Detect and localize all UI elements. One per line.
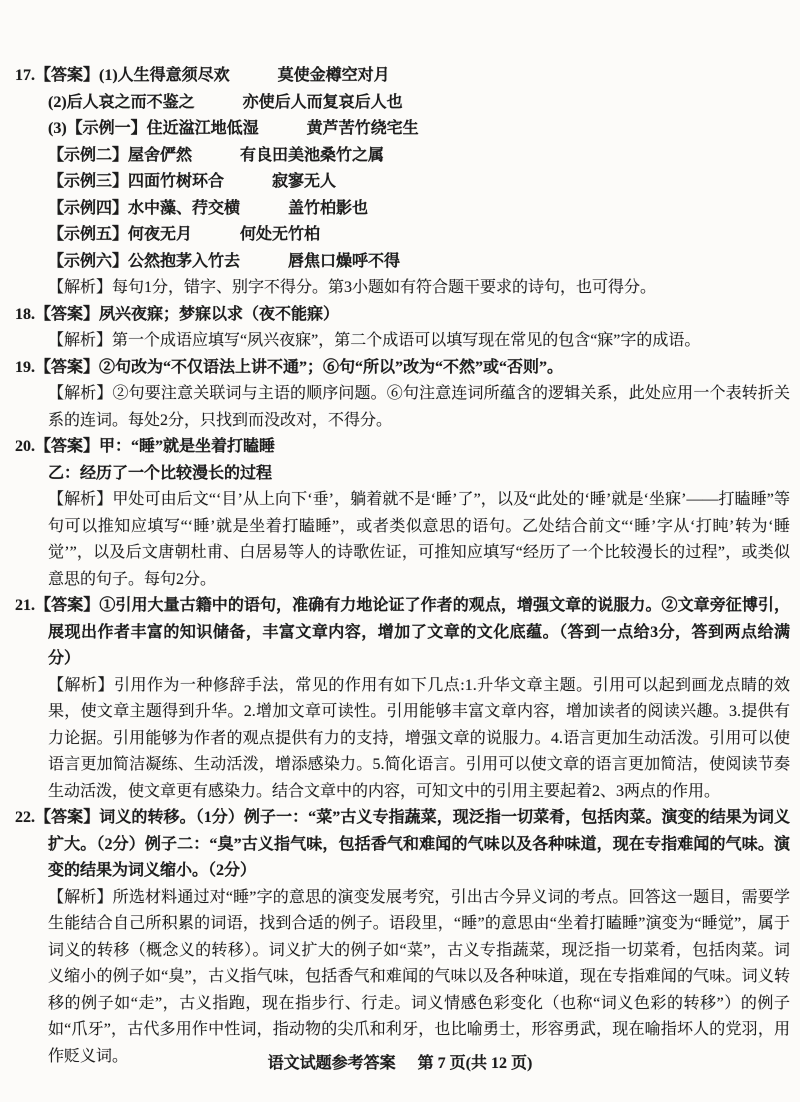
answer-paragraph: 【示例六】公然抱茅入竹去 唇焦口燥呼不得 — [48, 252, 401, 270]
paragraph-text: 【答案】②句改为“不仅语法上讲不通”；⑥句“所以”改为“不然”或“否则”。 — [35, 358, 564, 376]
question-number: 19. — [15, 358, 35, 376]
analysis-paragraph: 【解析】第一个成语应填写“夙兴夜寐”，第二个成语可以填写现在常见的包含“寐”字的成语。 — [48, 332, 701, 349]
footer-page-number: 第 7 页(共 12 页) — [417, 1055, 533, 1072]
page-footer — [0, 1050, 800, 1073]
question-20 — [15, 434, 790, 593]
analysis-paragraph: 【解析】甲处可由后文“‘目’从上向下‘垂’，躺着就不是‘睡’了”，以及“此处的‘睡’就是‘坐寐’——打瞌睡”等句可以推知应填写“‘睡’就是坐着打瞌睡”，或者类似意思的语句。乙处结合前文“‘睡’字从‘打盹’转为‘睡觉’”，以及后文唐朝杜甫、白居易等人的诗歌佐证，可推知应填写“经历了一个比较漫长的过程”，或类似意思的句子。每句2分。 — [48, 491, 790, 588]
answer-paragraph: 【示例三】四面竹树环合 寂寥无人 — [48, 173, 337, 190]
paragraph-text: 【答案】夙兴夜寐；梦寐以求（夜不能寐） — [35, 305, 340, 323]
answer-paragraph: 【示例二】屋舍俨然 有良田美池桑竹之属 — [48, 146, 385, 164]
question-17 — [15, 63, 790, 302]
paragraph-text: 【答案】甲：“睡”就是坐着打瞌睡 — [35, 438, 276, 455]
question-number: 22. — [15, 809, 35, 826]
answer-paragraph: 乙：经历了一个比较漫长的过程 — [48, 464, 273, 482]
answer-paragraph — [15, 302, 790, 329]
paragraph-text: 【答案】①引用大量古籍中的语句，准确有力地论证了作者的观点，增强文章的说服力。②文章旁征博引，展现出作者丰富的知识储备，丰富文章内容，增加了文章的文化底蕴。（答到一点给3分，答到两点给满分） — [35, 597, 790, 667]
analysis-paragraph: 【解析】所选材料通过对“睡”字的意思的演变发展考究，引出古今异义词的考点。回答这一题目，需要学生能结合自己所积累的词语，找到合适的例子。语段里，“睡”的意思由“坐着打瞌睡”演变为“睡觉”，属于词义的转移（概念义的转移）。词义扩大的例子如“菜”，古义专指蔬菜，现泛指一切菜肴，包括肉菜。词义缩小的例子如“臭”，古义指气味，包括香气和难闻的气味以及各种味道，现在专指难闻的气味。词义转移的例子如“走”，古义指跑，现在指步行、行走。词义情感色彩变化（也称“词义色彩的转移”）的例子如“爪牙”，古代多用作中性词，指动物的尖爪和利牙，也比喻勇士，形容勇武，现在喻指坏人的党羽，用作贬义词。 — [48, 888, 790, 1065]
question-number: 21. — [15, 597, 35, 614]
footer-doc-title: 语文试题参考答案 — [267, 1055, 396, 1072]
question-number: 20. — [15, 438, 35, 455]
analysis-paragraph: 【解析】每句1分，错字、别字不得分。第3小题如有符合题干要求的诗句，也可得分。 — [48, 279, 657, 296]
answer-paragraph: 【示例四】水中藻、荇交横 盖竹柏影也 — [48, 199, 369, 217]
question-number: 18. — [15, 305, 35, 323]
answer-paragraph: (2)后人哀之而不鉴之 亦使后人而复哀后人也 — [48, 93, 403, 111]
question-number: 17. — [15, 67, 35, 84]
answer-paragraph: 【示例五】何夜无月 何处无竹柏 — [48, 226, 321, 243]
paragraph-text: 【答案】(1)人生得意须尽欢 莫使金樽空对月 — [35, 67, 390, 84]
answer-paragraph — [15, 593, 790, 673]
answer-paragraph — [15, 355, 790, 382]
question-22 — [15, 805, 790, 1070]
analysis-paragraph: 【解析】引用作为一种修辞手法，常见的作用有如下几点:1.升华文章主题。引用可以起到画龙点睛的效果，使文章主题得到升华。2.增加文章可读性。引用能够丰富文章内容，增加读者的阅读兴趣。3.提供有力论据。引用能够为作者的观点提供有力的支持，增强文章的说服力。4.语言更加生动活泼。引用可以使语言更加简洁凝练、生动活泼，增添感染力。5.简化语言。引用可以使文章的语言更加简洁，使阅读节奏生动活泼，使文章更有感染力。结合文章中的内容，可知文中的引用主要起着2、3两点的作用。 — [48, 676, 790, 800]
answer-paragraph: (3)【示例一】住近湓江地低湿 黄芦苦竹绕宅生 — [48, 120, 419, 137]
question-21 — [15, 593, 790, 805]
analysis-paragraph: 【解析】②句要注意关联词与主语的顺序问题。⑥句注意连词所蕴含的逻辑关系，此处应用一个表转折关系的连词。每处2分，只找到而没改对，不得分。 — [48, 385, 790, 429]
questions-container — [15, 63, 790, 1070]
question-18 — [15, 302, 790, 355]
question-19 — [15, 355, 790, 435]
answer-paragraph — [15, 805, 790, 885]
answer-paragraph — [15, 434, 790, 461]
paragraph-text: 【答案】词义的转移。（1分）例子一：“菜”古义专指蔬菜，现泛指一切菜肴，包括肉菜。演变的结果为词义扩大。（2分）例子二：“臭”古义指气味，包括香气和难闻的气味以及各种味道，现在专指难闻的气味。演变的结果为词义缩小。（2分） — [35, 809, 790, 879]
answer-paragraph — [15, 63, 790, 90]
